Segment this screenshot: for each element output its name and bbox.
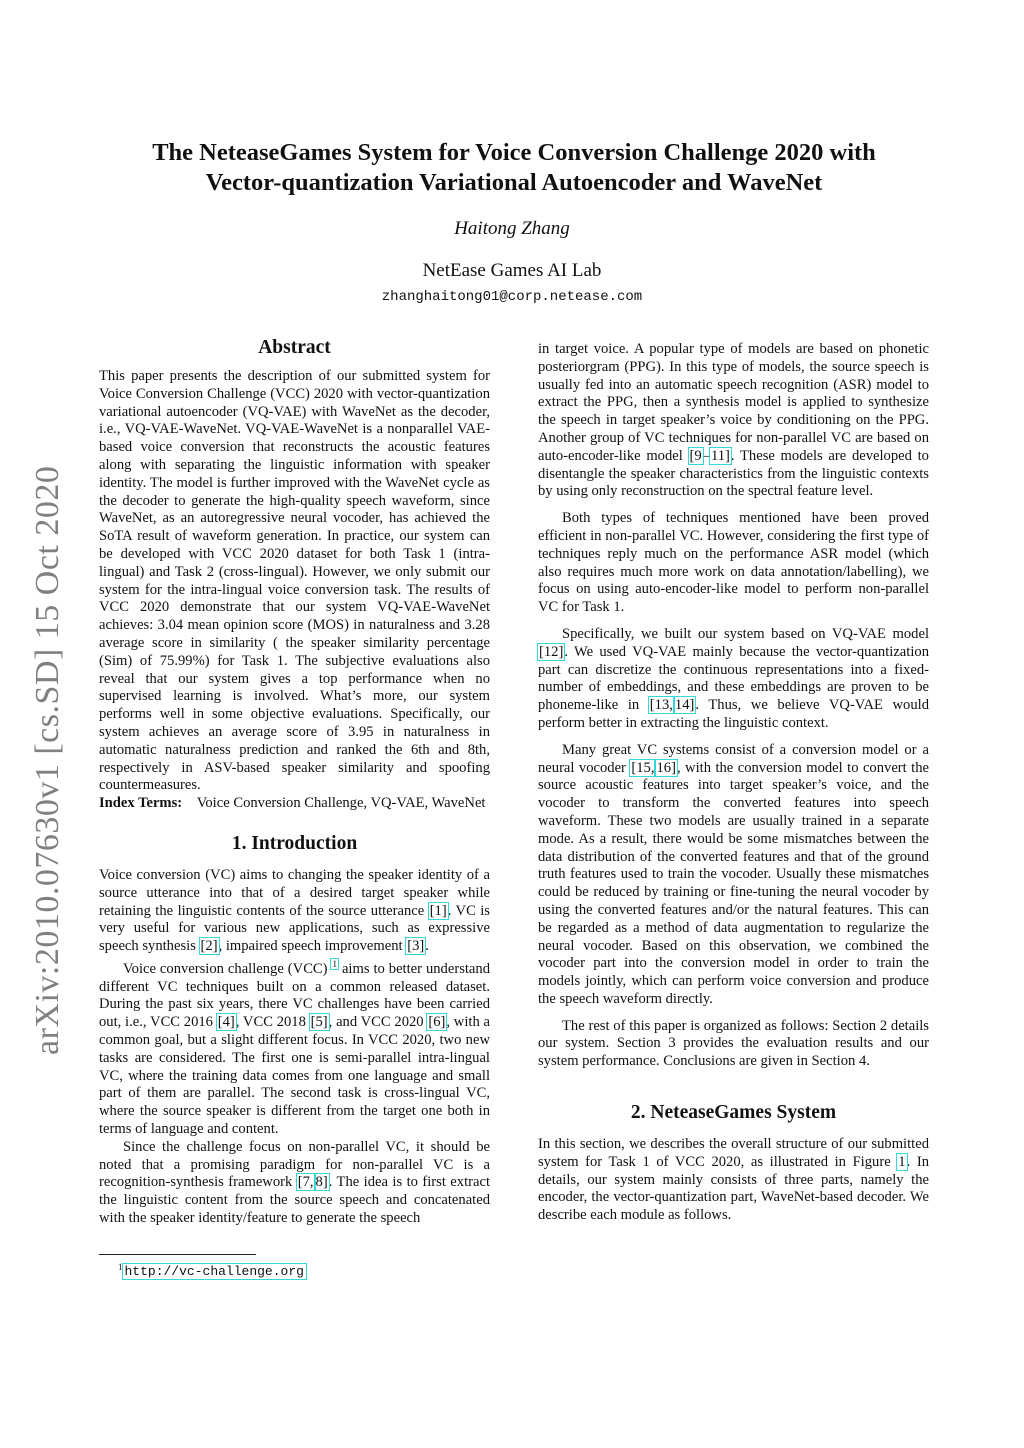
- citation-link[interactable]: [13,: [649, 697, 673, 714]
- footnote-ref-link[interactable]: 1: [332, 958, 337, 969]
- citation-link[interactable]: 8]: [315, 1174, 328, 1191]
- citation-link[interactable]: 16]: [656, 759, 676, 776]
- index-terms-list: Voice Conversion Challenge, VQ-VAE, WaveNet: [196, 795, 486, 812]
- citation-link[interactable]: [4]: [217, 1014, 235, 1031]
- email[interactable]: zhanghaitong01@corp.netease.com: [381, 289, 643, 305]
- footnote-rule: [99, 1254, 256, 1255]
- citation-link[interactable]: 11]: [710, 447, 730, 464]
- right-paragraph-1: in target voice. A popular type of models are based on phonetic posteriorgram (PPG). In this type of models, the source speech is usually fed into an automatic speech recognition (ASR) model to extract the PPG, then a synthesis model is applied to synthesize the speech in target speaker’s voice by conditioning on the PPG. Another group of VC techniques for non-parallel VC are based on auto-encoder-like model [9–11]. These models are developed to disentangle the speaker characteristics from the linguistic contexts by using only reconstruction on the spectral feature level.: [538, 341, 929, 500]
- title-line-1: The NeteaseGames System for Voice Conversion Challenge 2020 with: [152, 139, 876, 166]
- right-paragraph-3: Specifically, we built our system based on VQ-VAE model [12]. We used VQ-VAE mainly because the vector-quantization part can discretize the continuous representations into a fixed-number of embeddings, and these embeddings are proven to be phoneme-like in [13, 14]. Thus, we believe VQ-VAE would perform better in extracting the linguistic context.: [538, 625, 930, 731]
- index-terms: [99, 795, 490, 813]
- citation-link[interactable]: [6]: [428, 1014, 446, 1031]
- intro-paragraph-3: Since the challenge focus on non-parallel VC, it should be noted that a promising paradigm for non-parallel VC is a recognition-synthesis framework [7, 8]. The idea is to first extract the linguistic content from the source speech and concatenated with the speaker identity/feature to generate the speech: [99, 1138, 491, 1226]
- title-line-2: Vector-quantization Variational Autoencoder and WaveNet: [205, 169, 823, 196]
- citation-link[interactable]: [12]: [539, 643, 564, 660]
- right-column: [538, 341, 929, 1225]
- abstract-heading: Abstract: [258, 337, 331, 358]
- footnote: [118, 1259, 306, 1280]
- arxiv-stamp: arXiv:2010.07630v1 [cs.SD] 15 Oct 2020: [29, 465, 66, 1055]
- affiliation: NetEase Games AI Lab: [422, 260, 602, 281]
- citation-link[interactable]: [1]: [429, 902, 447, 919]
- index-terms-label: Index Terms:: [99, 795, 183, 812]
- citation-link[interactable]: [5]: [310, 1014, 328, 1031]
- citation-link[interactable]: [7,: [297, 1174, 314, 1191]
- figure-ref-link[interactable]: 1: [898, 1153, 906, 1170]
- right-paragraph-5: The rest of this paper is organized as follows: Section 2 details our system. Section 3 provides the evaluation results and our system performance. Conclusions are given in Section 4.: [538, 1017, 929, 1070]
- paper-title: [100, 138, 928, 198]
- abstract-text: This paper presents the description of our submitted system for Voice Conversion Challenge (VCC) 2020 with vector-quantization variational autoencoder (VQ-VAE) with WaveNet as the decoder, i.e., VQ-VAE-WaveNet. VQ-VAE-WaveNet is a nonparallel VAE-based voice conversion that reconstructs the acoustic features along with separating the linguistic information with speaker identity. The model is further improved with the WaveNet cycle as the decoder to generate the high-quality speech waveform, since WaveNet, as an autoregressive neural vocoder, has achieved the SoTA result of waveform generation. In practice, our system can be developed with VCC 2020 dataset for both Task 1 (intra-lingual) and Task 2 (cross-lingual). However, we only submit our system for the intra-lingual voice conversion task. The results of VCC 2020 demonstrate that our system VQ-VAE-WaveNet achieves: 3.04 mean opinion score (MOS) in naturalness and 3.28 average score in similarity ( the speaker similarity percentage (Sim) of 75.99%) for Task 1. The subjective evaluations also reveal that our system gives a top performance when no supervised learning is involved. What’s more, our system performs well in some objective evaluations. Specifically, our system achieves an average score of 3.95 in naturalness in automatic naturalness prediction and ranked the 6th and 8th, respectively in ASV-based speaker similarity and spoofing countermeasures.: [99, 368, 490, 794]
- citation-link[interactable]: [3]: [407, 938, 425, 955]
- citation-link[interactable]: 14]: [674, 697, 695, 714]
- section-2-heading: 2. NeteaseGames System: [630, 1102, 837, 1124]
- citation-link[interactable]: [2]: [200, 938, 218, 955]
- intro-paragraph-1: Voice conversion (VC) aims to changing the speaker identity of a source utterance into that of a desired target speaker while retaining the linguistic contents of the source utterance [1]. VC is very useful for various new applications, such as expressive speech synthesis [2], impaired speech improvement [3].: [99, 866, 490, 955]
- citation-link[interactable]: [15,: [631, 759, 655, 776]
- left-column: [99, 336, 490, 1228]
- right-paragraph-4: Many great VC systems consist of a conversion model or a neural vocoder [15, 16], with the conversion model to convert the source acoustic features into target speaker’s voice, and the vocoder to transform the converted features into speech waveform. These two models are usually trained in a separate mode. As a result, there would be some mismatches between the data distribution of the converted features and that of the ground truth features used to train the vocoder. Usually these mismatches could be reduced by training or fine-tuning the neural vocoder by using the converted features and/or the natural features. This can be regarded as a method of data augmentation to regularize the neural vocoder. Based on this observation, we combined the vocoder part into the conversion model in order to train the models jointly, which can perform voice conversion and produce the speech waveform directly.: [538, 741, 929, 1007]
- intro-paragraph-2: Voice conversion challenge (VCC) $^1$ aims to better understand different VC techniques built on a common released dataset. During the past six years, there VC challenges have been carried out, i.e., VCC 2016 [4], VCC 2018 [5], and VCC 2020 [6], with a common goal, but a slight different focus. In VCC 2020, two new tasks are considered. The first one is semi-parallel intra-lingual VC, where the training data comes from one language and small part of them are parallel. The second task is cross-lingual VC, where the source speaker is different from the target one both in terms of language and content.: [99, 958, 490, 1137]
- author: Haitong Zhang: [454, 218, 570, 239]
- citation-link[interactable]: [9: [689, 447, 702, 464]
- footnote-url-link[interactable]: http://vc-challenge.org: [124, 1264, 304, 1280]
- footnote-number: 1: [118, 1262, 123, 1272]
- intro-heading: 1. Introduction: [231, 832, 358, 854]
- right-paragraph-6: In this section, we describes the overall structure of our submitted system for Task 1 of VCC 2020, as illustrated in Figure 1. In details, our system mainly consists of three parts, namely the encoder, the vector-quantization part, WaveNet-based decoder. We describe each module as follows.: [538, 1136, 929, 1224]
- right-paragraph-2: Both types of techniques mentioned have been proved efficient in non-parallel VC. However, considering the first type of techniques reply much on the performance ASR model (which also requires much more work on data annotation/labelling), we focus on using auto-encoder-like model to perform non-parallel VC for Task 1.: [538, 510, 929, 616]
